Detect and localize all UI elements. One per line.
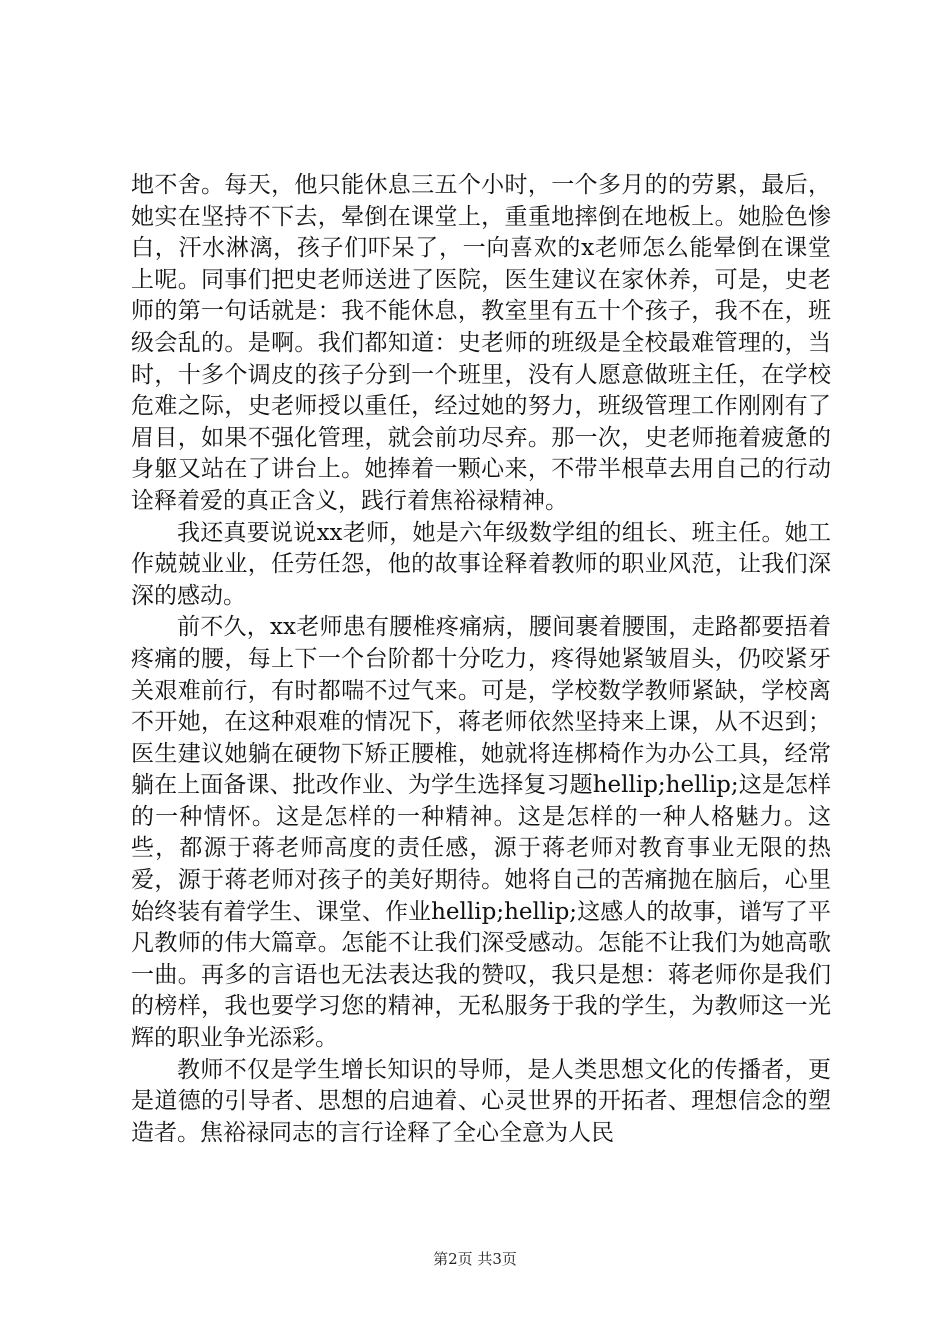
paragraph: 教师不仅是学生增长知识的导师，是人类思想文化的传播者，更是道德的引导者、思想的启迪着、心灵世界的开拓者、理想信念的塑造者。焦裕禄同志的言行诠释了全心全意为人民 bbox=[131, 1056, 831, 1146]
paragraph-continuation: 地不舍。每天，他只能休息三五个小时，一个多月的的劳累，最后，她实在坚持不下去，晕倒在课堂上，重重地摔倒在地板上。她脸色惨白，汗水淋漓，孩子们吓呆了，一向喜欢的x老师怎么能晕倒在课堂上呢。同事们把史老师送进了医院，医生建议在家休养，可是，史老师的第一句话就是：我不能休息，教室里有五十个孩子，我不在，班级会乱的。是啊。我们都知道：史老师的班级是全校最难管理的，当时，十多个调皮的孩子分到一个班里，没有人愿意做班主任，在学校危难之际，史老师授以重任，经过她的努力，班级管理工作刚刚有了眉目，如果不强化管理，就会前功尽弃。那一次，史老师拖着疲惫的身躯又站在了讲台上。她捧着一颗心来，不带半根草去用自己的行动诠释着爱的真正含义，践行着焦裕禄精神。 bbox=[131, 172, 831, 514]
paragraph: 前不久，xx老师患有腰椎疼痛病，腰间裹着腰围，走路都要捂着疼痛的腰，每上下一个台阶都十分吃力，疼得她紧皱眉头，仍咬紧牙关艰难前行，有时都喘不过气来。可是，学校数学教师紧缺，学校离不开她，在这种艰难的情况下，蒋老师依然坚持来上课，从不迟到；医生建议她躺在硬物下矫正腰椎，她就将连梆椅作为办公工具，经常躺在上面备课、批改作业、为学生选择复习题hellip;hellip;这是怎样的一种情怀。这是怎样的一种精神。这是怎样的一种人格魅力。这些，都源于蒋老师高度的责任感，源于蒋老师对教育事业无限的热爱，源于蒋老师对孩子的美好期待。她将自己的苦痛抛在脑后，心里始终装有着学生、课堂、作业hellip;hellip;这感人的故事，谱写了平凡教师的伟大篇章。怎能不让我们深受感动。怎能不让我们为她高歌一曲。再多的言语也无法表达我的赞叹，我只是想：蒋老师你是我们的榜样，我也要学习您的精神，无私服务于我的学生，为教师这一光辉的职业争光添彩。 bbox=[131, 614, 831, 1052]
paragraph: 我还真要说说xx老师，她是六年级数学组的组长、班主任。她工作兢兢业业，任劳任怨，他的故事诠释着教师的职业风范，让我们深深的感动。 bbox=[131, 519, 831, 609]
document-body bbox=[131, 170, 831, 1149]
page-number-footer: 第2页 共3页 bbox=[433, 1250, 517, 1268]
